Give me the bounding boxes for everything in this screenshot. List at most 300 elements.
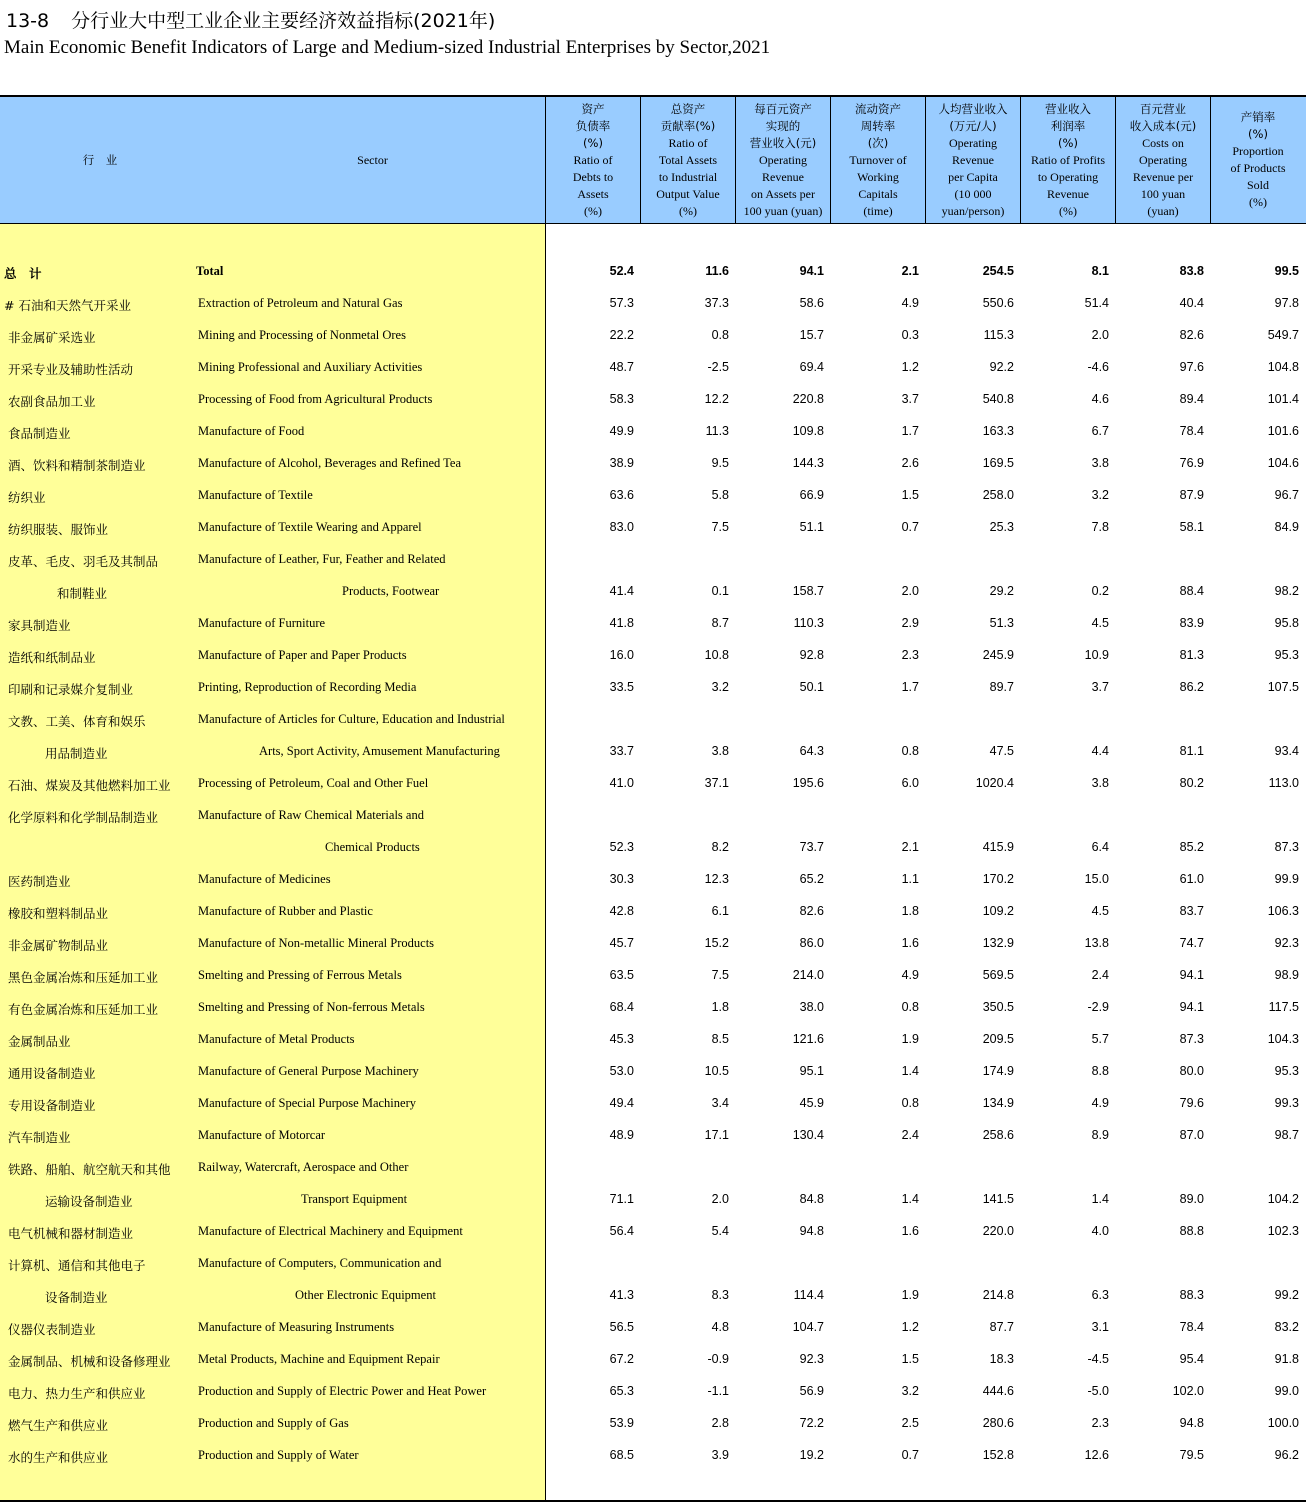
value-cell: 0.7 [901,520,919,534]
row-sector-en: Processing of Food from Agricultural Products [198,392,433,406]
value-cell: 0.1 [711,584,729,598]
value-cell: 83.8 [1179,264,1204,278]
value-cell: 80.2 [1179,776,1204,790]
value-cell: 56.5 [609,1320,634,1334]
row-industry-cn: 食品制造业 [8,426,71,441]
value-cell: 93.4 [1274,744,1299,758]
value-cell: 130.4 [792,1128,824,1142]
header-column-7 [1115,97,1210,223]
row-industry-cn: 医药制造业 [8,874,71,889]
value-cell: 0.3 [901,328,919,342]
row-sector-en: Manufacture of Rubber and Plastic [198,904,373,918]
value-cell: 1.5 [901,1352,919,1366]
value-cell: 88.3 [1179,1288,1204,1302]
row-sector-en: Products, Footwear [342,584,440,598]
table-row [0,1184,1306,1216]
value-cell: 3.8 [1091,456,1109,470]
table-row [0,256,1306,288]
value-cell: 4.0 [1091,1224,1109,1238]
value-cell: 88.8 [1179,1224,1204,1238]
value-cell: 169.5 [982,456,1014,470]
value-cell: 415.9 [982,840,1014,854]
table-row [0,832,1306,864]
row-industry-cn: 酒、饮料和精制茶制造业 [8,458,146,473]
value-cell: 99.9 [1274,872,1299,886]
header-column-en: Ratio of Debts to Assets (%) [572,152,614,218]
value-cell: 95.3 [1274,1064,1299,1078]
value-cell: 1.4 [901,1064,919,1078]
row-industry-cn: 家具制造业 [8,618,71,633]
row-industry-cn: 燃气生产和供应业 [8,1418,109,1433]
value-cell: 254.5 [982,264,1014,278]
value-cell: 52.4 [609,264,634,278]
value-cell: 7.8 [1091,520,1109,534]
value-cell: 2.4 [1091,968,1109,982]
table-header [0,97,1306,224]
value-cell: 6.4 [1091,840,1109,854]
row-sector-en: Manufacture of Non-metallic Mineral Products [198,936,435,950]
row-sector-en: Manufacture of Metal Products [198,1032,355,1046]
value-cell: 4.4 [1091,744,1109,758]
value-cell: 96.2 [1274,1448,1299,1462]
value-cell: 1.8 [901,904,919,918]
header-column-8 [1210,97,1305,223]
value-cell: 49.9 [609,424,634,438]
value-cell: 72.2 [799,1416,824,1430]
value-cell: 258.6 [982,1128,1014,1142]
value-cell: 73.7 [799,840,824,854]
value-cell: 3.8 [1091,776,1109,790]
value-cell: 98.9 [1274,968,1299,982]
row-industry-cn: 水的生产和供应业 [8,1450,109,1465]
table-row [0,1408,1306,1440]
row-industry-cn: 金属制品、机械和设备修理业 [8,1354,171,1369]
value-cell: 81.1 [1179,744,1204,758]
value-cell: 99.2 [1274,1288,1299,1302]
row-sector-en: Total [196,264,224,278]
value-cell: 1.2 [901,360,919,374]
row-sector-en: Manufacture of Leather, Fur, Feather and Related [198,552,446,566]
value-cell: 10.9 [1084,648,1109,662]
value-cell: 87.0 [1179,1128,1204,1142]
value-cell: 98.7 [1274,1128,1299,1142]
value-cell: 13.8 [1084,936,1109,950]
row-sector-en: Manufacture of Measuring Instruments [198,1320,395,1334]
value-cell: 61.0 [1179,872,1204,886]
value-cell: 152.8 [982,1448,1014,1462]
value-cell: 86.0 [799,936,824,950]
value-cell: 84.8 [799,1192,824,1206]
value-cell: 117.5 [1268,1000,1299,1014]
table-row [0,864,1306,896]
value-cell: 15.7 [799,328,824,342]
table-title-chinese [6,6,495,33]
row-sector-en: Processing of Petroleum, Coal and Other Fuel [198,776,429,790]
value-cell: 37.1 [704,776,729,790]
value-cell: 33.7 [609,744,634,758]
table-row [0,384,1306,416]
table-row [0,992,1306,1024]
value-cell: 98.2 [1274,584,1299,598]
table-row [0,960,1306,992]
table-row [0,1152,1306,1184]
value-cell: 2.0 [1091,328,1109,342]
value-cell: 78.4 [1179,1320,1204,1334]
row-sector-en: Mining and Processing of Nonmetal Ores [198,328,406,342]
value-cell: 134.9 [982,1096,1014,1110]
value-cell: 1.9 [901,1288,919,1302]
value-cell: -0.9 [707,1352,729,1366]
row-sector-en: Manufacture of Furniture [198,616,326,630]
row-sector-en: Extraction of Petroleum and Natural Gas [198,296,403,310]
value-cell: -5.0 [1087,1384,1109,1398]
value-cell: 41.3 [609,1288,634,1302]
row-industry-cn: 石油、煤炭及其他燃料加工业 [8,778,171,793]
value-cell: 15.2 [704,936,729,950]
row-industry-cn: 计算机、通信和其他电子 [8,1258,146,1273]
value-cell: 2.1 [901,840,919,854]
value-cell: 1.1 [901,872,919,886]
value-cell: 0.8 [901,1000,919,1014]
value-cell: 79.6 [1179,1096,1204,1110]
table-title-english: Main Economic Benefit Indicators of Large and Medium-sized Industrial Enterprises by Sector,2021 [4,37,771,58]
value-cell: 8.3 [711,1288,729,1302]
value-cell: 99.5 [1274,264,1299,278]
value-cell: 79.5 [1179,1448,1204,1462]
row-sector-en: Smelting and Pressing of Non-ferrous Metals [198,1000,425,1014]
value-cell: 109.2 [982,904,1014,918]
value-cell: 78.4 [1179,424,1204,438]
row-sector-en: Manufacture of Special Purpose Machinery [198,1096,416,1110]
value-cell: 37.3 [704,296,729,310]
indicators-table [0,95,1306,1503]
value-cell: 22.2 [609,328,634,342]
value-cell: 83.7 [1179,904,1204,918]
table-row [0,768,1306,800]
table-row [0,544,1306,576]
value-cell: 104.2 [1267,1192,1299,1206]
value-cell: 92.3 [799,1352,824,1366]
value-cell: 38.9 [609,456,634,470]
value-cell: 41.0 [609,776,634,790]
value-cell: 104.8 [1267,360,1299,374]
value-cell: 1020.4 [975,776,1014,790]
value-cell: -2.9 [1087,1000,1109,1014]
value-cell: 106.3 [1267,904,1299,918]
value-cell: 174.9 [982,1064,1014,1078]
header-column-cn: 百元营业 收入成本(元) [1129,101,1197,133]
header-column-cn: 产销率 (%) [1240,110,1276,141]
row-industry-cn: 总 计 [4,266,42,281]
value-cell: 15.0 [1084,872,1109,886]
value-cell: 102.0 [1172,1384,1204,1398]
value-cell: 1.2 [901,1320,919,1334]
value-cell: 245.9 [982,648,1014,662]
value-cell: 45.3 [609,1032,634,1046]
value-cell: 6.0 [901,776,919,790]
header-column-1 [545,97,640,223]
value-cell: 1.4 [901,1192,919,1206]
value-cell: 3.2 [711,680,729,694]
value-cell: 10.8 [704,648,729,662]
value-cell: 69.4 [799,360,824,374]
value-cell: 11.3 [705,424,729,438]
row-sector-en: Mining Professional and Auxiliary Activities [198,360,423,374]
value-cell: 550.6 [982,296,1014,310]
value-cell: 0.8 [711,328,729,342]
value-cell: 91.8 [1274,1352,1299,1366]
value-cell: 104.7 [792,1320,824,1334]
table-row [0,480,1306,512]
table-row [0,288,1306,320]
value-cell: 12.3 [704,872,729,886]
value-cell: 1.9 [901,1032,919,1046]
value-cell: 58.3 [609,392,634,406]
value-cell: 1.7 [901,680,919,694]
value-cell: 94.1 [799,264,824,278]
value-cell: 92.8 [799,648,824,662]
header-column-cn: 资产 负债率 (%) [575,101,611,150]
value-cell: 2.0 [711,1192,729,1206]
value-cell: 92.2 [989,360,1014,374]
value-cell: 81.3 [1179,648,1204,662]
row-sector-en: Metal Products, Machine and Equipment Repair [198,1352,440,1366]
value-cell: 4.9 [901,968,919,982]
row-industry-cn: 农副食品加工业 [8,394,96,409]
value-cell: 214.0 [792,968,824,982]
table-row [0,1024,1306,1056]
value-cell: 141.5 [982,1192,1014,1206]
row-industry-cn: 黑色金属冶炼和压延加工业 [8,970,159,985]
value-cell: 87.9 [1179,488,1204,502]
value-cell: 80.0 [1179,1064,1204,1078]
value-cell: 2.0 [901,584,919,598]
value-cell: 33.5 [609,680,634,694]
header-column-2 [640,97,735,223]
value-cell: 2.1 [901,264,919,278]
value-cell: 158.7 [792,584,824,598]
value-cell: 85.2 [1179,840,1204,854]
value-cell: 63.5 [609,968,634,982]
value-cell: 2.9 [901,616,919,630]
table-row [0,352,1306,384]
value-cell: 8.8 [1091,1064,1109,1078]
value-cell: 53.9 [609,1416,634,1430]
value-cell: 49.4 [609,1096,634,1110]
table-row [0,1248,1306,1280]
value-cell: 74.7 [1179,936,1204,950]
value-cell: 163.3 [982,424,1014,438]
value-cell: 68.4 [609,1000,634,1014]
value-cell: 4.5 [1091,616,1109,630]
value-cell: 2.6 [901,456,919,470]
row-sector-en: Manufacture of Motorcar [198,1128,326,1142]
value-cell: 97.6 [1179,360,1204,374]
row-sector-en: Arts, Sport Activity, Amusement Manufacturing [259,744,500,758]
table-row [0,416,1306,448]
value-cell: 56.4 [609,1224,634,1238]
value-cell: 2.3 [1091,1416,1109,1430]
table-row [0,1088,1306,1120]
row-sector-en: Manufacture of Food [198,424,305,438]
value-cell: 66.9 [799,488,824,502]
value-cell: 7.5 [711,520,729,534]
value-cell: 5.7 [1091,1032,1109,1046]
value-cell: 3.9 [711,1448,729,1462]
value-cell: 2.3 [901,648,919,662]
value-cell: -2.5 [707,360,729,374]
value-cell: 3.7 [901,392,919,406]
value-cell: 10.5 [704,1064,729,1078]
row-industry-cn: 非金属矿采选业 [8,330,96,345]
value-cell: 5.4 [711,1224,729,1238]
row-industry-cn: 和制鞋业 [57,586,108,601]
row-industry-cn: 橡胶和塑料制品业 [8,906,109,921]
value-cell: 104.3 [1267,1032,1299,1046]
value-cell: 0.7 [901,1448,919,1462]
value-cell: 220.0 [982,1224,1014,1238]
header-column-en: Ratio of Total Assets to Industrial Output Value (%) [656,135,720,218]
row-sector-en: Other Electronic Equipment [295,1288,436,1302]
value-cell: 100.0 [1267,1416,1299,1430]
value-cell: 3.4 [711,1096,729,1110]
value-cell: 40.4 [1179,296,1204,310]
header-column-en: Turnover of Working Capitals (time) [849,152,907,218]
value-cell: 113.0 [1268,776,1299,790]
row-sector-en: Manufacture of Textile Wearing and Apparel [198,520,422,534]
row-sector-en: Production and Supply of Water [198,1448,359,1462]
value-cell: 97.8 [1274,296,1299,310]
value-cell: 220.8 [792,392,824,406]
value-cell: 5.8 [711,488,729,502]
row-industry-cn: 金属制品业 [8,1034,71,1049]
row-industry-cn: # 石油和天然气开采业 [4,298,131,313]
value-cell: 68.5 [609,1448,634,1462]
row-sector-en: Manufacture of Electrical Machinery and Equipment [198,1224,463,1238]
value-cell: 3.2 [901,1384,919,1398]
row-sector-en: Production and Supply of Gas [198,1416,349,1430]
value-cell: 95.1 [799,1064,824,1078]
header-column-en: Proportion of Products Sold (%) [1230,144,1286,209]
table-row [0,512,1306,544]
value-cell: 65.3 [609,1384,634,1398]
value-cell: 42.8 [609,904,634,918]
value-cell: 3.2 [1091,488,1109,502]
value-cell: 48.7 [609,360,634,374]
value-cell: 94.1 [1179,1000,1204,1014]
value-cell: 0.8 [901,1096,919,1110]
table-row [0,928,1306,960]
table-row [0,320,1306,352]
row-industry-cn: 用品制造业 [45,746,108,761]
value-cell: 89.0 [1179,1192,1204,1206]
header-sector-en: Sector [357,152,388,167]
value-cell: 17.1 [704,1128,729,1142]
header-column-4 [830,97,925,223]
value-cell: 8.1 [1091,264,1109,278]
table-row [0,896,1306,928]
value-cell: 110.3 [793,616,824,630]
value-cell: 1.7 [901,424,919,438]
header-column-en: Ratio of Profits to Operating Revenue (%) [1031,152,1105,218]
value-cell: 18.3 [989,1352,1014,1366]
row-sector-en: Production and Supply of Electric Power and Heat Power [198,1384,487,1398]
table-row [0,1344,1306,1376]
value-cell: 16.0 [609,648,634,662]
value-cell: 25.3 [989,520,1014,534]
table-row [0,1376,1306,1408]
value-cell: 84.9 [1274,520,1299,534]
value-cell: 88.4 [1179,584,1204,598]
row-industry-cn: 开采专业及辅助性活动 [8,362,134,377]
header-column-cn: 总资产 贡献率(%) [660,101,716,133]
value-cell: 170.2 [982,872,1014,886]
table-row [0,672,1306,704]
value-cell: 4.9 [1091,1096,1109,1110]
header-column-cn: 每百元资产 实现的 营业收入(元) [749,101,817,150]
row-industry-cn: 专用设备制造业 [8,1098,96,1113]
value-cell: 71.1 [609,1192,634,1206]
value-cell: 56.9 [799,1384,824,1398]
value-cell: 38.0 [799,1000,824,1014]
value-cell: 0.8 [901,744,919,758]
value-cell: 2.5 [901,1416,919,1430]
value-cell: 95.8 [1274,616,1299,630]
table-row [0,1312,1306,1344]
value-cell: 3.7 [1091,680,1109,694]
row-sector-en: Chemical Products [325,840,420,854]
value-cell: 45.7 [609,936,634,950]
value-cell: 101.4 [1267,392,1299,406]
value-cell: 19.2 [799,1448,824,1462]
value-cell: 87.7 [989,1320,1014,1334]
value-cell: 58.1 [1179,520,1204,534]
table-row [0,576,1306,608]
value-cell: 94.8 [799,1224,824,1238]
value-cell: 51.3 [989,616,1014,630]
value-cell: 89.7 [989,680,1014,694]
table-bottom-rule [0,1500,1306,1502]
title-chinese-text: 分行业大中型工业企业主要经济效益指标(2021年) [71,10,496,32]
table-row [0,1056,1306,1088]
value-cell: 41.4 [609,584,634,598]
value-cell: 99.3 [1274,1096,1299,1110]
row-sector-en: Manufacture of Computers, Communication and [198,1256,442,1270]
value-cell: 4.5 [1091,904,1109,918]
value-cell: 109.8 [792,424,824,438]
value-cell: 4.6 [1091,392,1109,406]
header-column-cn: 营业收入 利润率 (%) [1045,101,1091,150]
value-cell: 1.6 [901,1224,919,1238]
value-cell: 58.6 [799,296,824,310]
row-industry-cn: 有色金属冶炼和压延加工业 [8,1002,159,1017]
value-cell: 6.3 [1091,1288,1109,1302]
value-cell: 8.2 [711,840,729,854]
value-cell: 107.5 [1267,680,1299,694]
row-sector-en: Smelting and Pressing of Ferrous Metals [198,968,402,982]
row-industry-cn: 通用设备制造业 [8,1066,96,1081]
value-cell: 95.3 [1274,648,1299,662]
value-cell: 12.6 [1084,1448,1109,1462]
value-cell: 8.7 [711,616,729,630]
row-industry-cn: 设备制造业 [45,1290,108,1305]
table-row [0,448,1306,480]
value-cell: 9.5 [711,456,729,470]
value-cell: 214.8 [982,1288,1014,1302]
row-industry-cn: 铁路、船舶、航空航天和其他 [8,1162,171,1177]
value-cell: 101.6 [1267,424,1299,438]
value-cell: 51.4 [1084,296,1109,310]
